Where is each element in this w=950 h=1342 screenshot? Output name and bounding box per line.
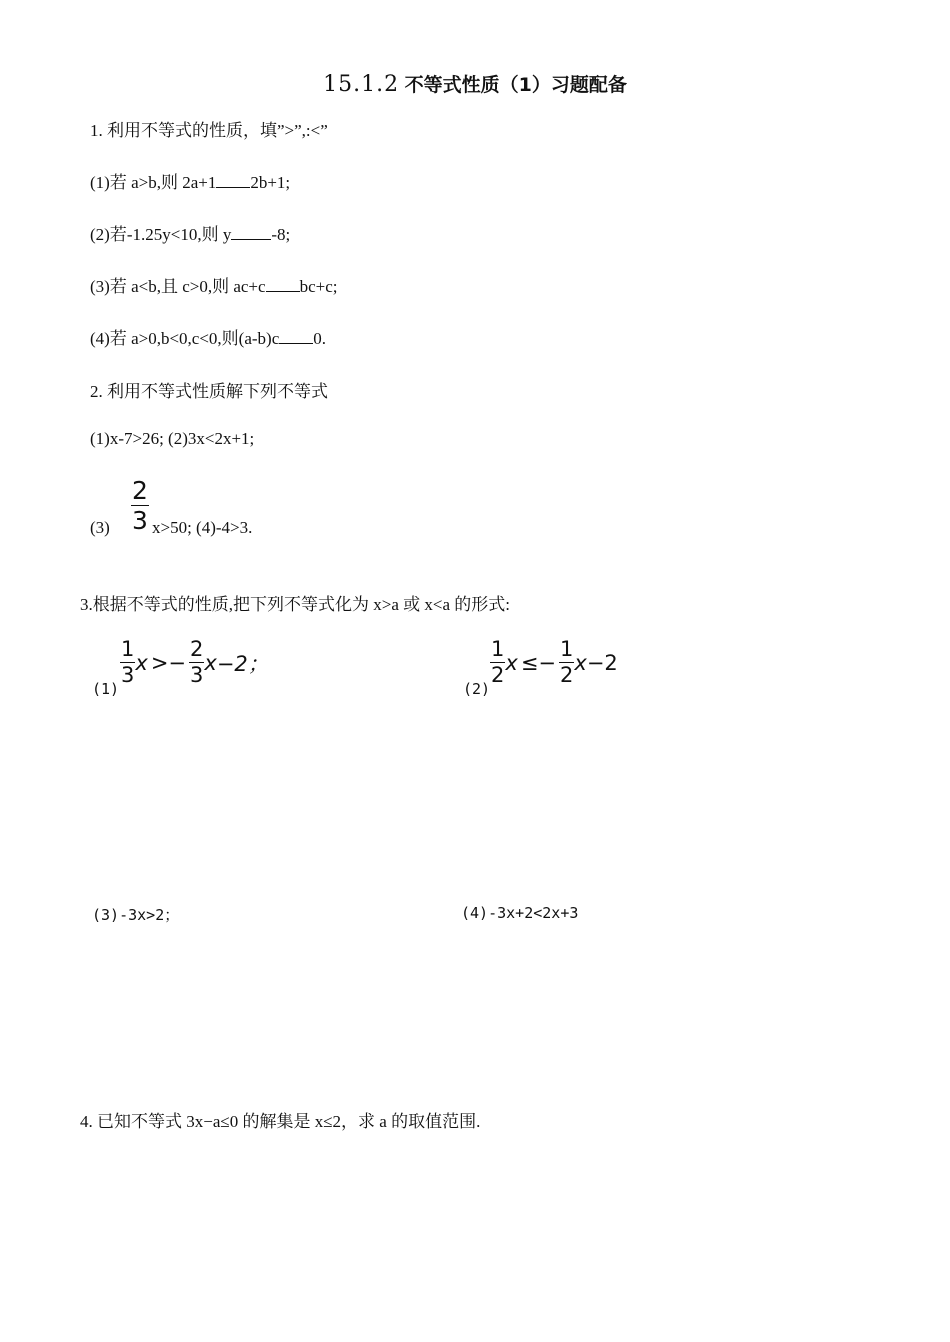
page-title [0,70,950,97]
fraction-denominator: 2 [491,663,505,687]
q3-part3: (3)-3x>2； [92,906,180,924]
q3-stem: 3.根据不等式的性质,把下列不等式化为 x>a 或 x<a 的形式: [80,595,510,614]
q1-part2-text: (2)若-1.25y<10,则 y [90,225,232,244]
q1-part4-tail: 0. [313,329,326,348]
fraction-denominator: 2 [560,663,574,687]
fraction-numerator: 1 [121,637,135,661]
q1-part1-tail: 2b+1; [250,173,291,192]
fraction-denominator: 3 [190,663,204,687]
variable-x: x [204,650,217,675]
q1-part3 [90,272,337,297]
answer-blank[interactable] [279,329,313,344]
q1-part3-tail: bc+c; [299,277,338,296]
q1-part1-text: (1)若 a>b,则 2a+1 [90,173,217,192]
q2-part3-rest: x>50; (4)-4>3. [152,518,253,537]
q3-part2-expression [490,639,618,686]
q3-part2-label: (2) [463,680,491,698]
q3-part4: (4)-3x+2<2x+3 [461,904,579,922]
operator: >− [150,650,187,675]
q3-part1-expression [120,639,269,686]
q4-stem: 4. 已知不等式 3x−a≤0 的解集是 x≤2，求 a 的取值范围. [80,1112,481,1131]
title-number: 15.1.2 [323,72,400,97]
variable-x: x [505,650,518,675]
fraction-numerator: 1 [560,637,574,661]
q1-part4 [90,324,326,349]
q1-part3-text: (3)若 a<b,且 c>0,则 ac+c [90,277,266,296]
q1-part4-text: (4)若 a>0,b<0,c<0,则(a-b)c [90,329,280,348]
q2-part3-label: (3) [90,518,110,537]
answer-blank[interactable] [266,277,300,292]
title-text: 不等式性质（1）习题配备 [404,74,627,96]
variable-x: x [574,650,587,675]
q1-part1 [90,168,290,193]
variable-x: x [135,650,148,675]
q2-line1: (1)x-7>26; (2)3x<2x+1; [90,429,255,448]
fraction-denominator: 3 [121,663,135,687]
q2-stem: 2. 利用不等式性质解下列不等式 [90,382,328,401]
fraction-denominator: 3 [132,506,148,535]
answer-blank[interactable] [231,225,271,240]
fraction-numerator: 2 [190,637,204,661]
expression-tail: −2； [216,651,269,676]
q1-part2 [90,220,290,245]
q3-part1-label: (1) [92,680,120,698]
expression-tail: −2 [586,650,618,675]
q2-part3-fraction [131,478,149,533]
fraction-numerator: 1 [491,637,505,661]
answer-blank[interactable] [216,173,250,188]
q1-part2-tail: -8; [271,225,291,244]
operator: ≤− [520,650,557,675]
q1-stem: 1. 利用不等式的性质，填”>”,:<” [90,121,328,140]
fraction-numerator: 2 [132,476,148,505]
